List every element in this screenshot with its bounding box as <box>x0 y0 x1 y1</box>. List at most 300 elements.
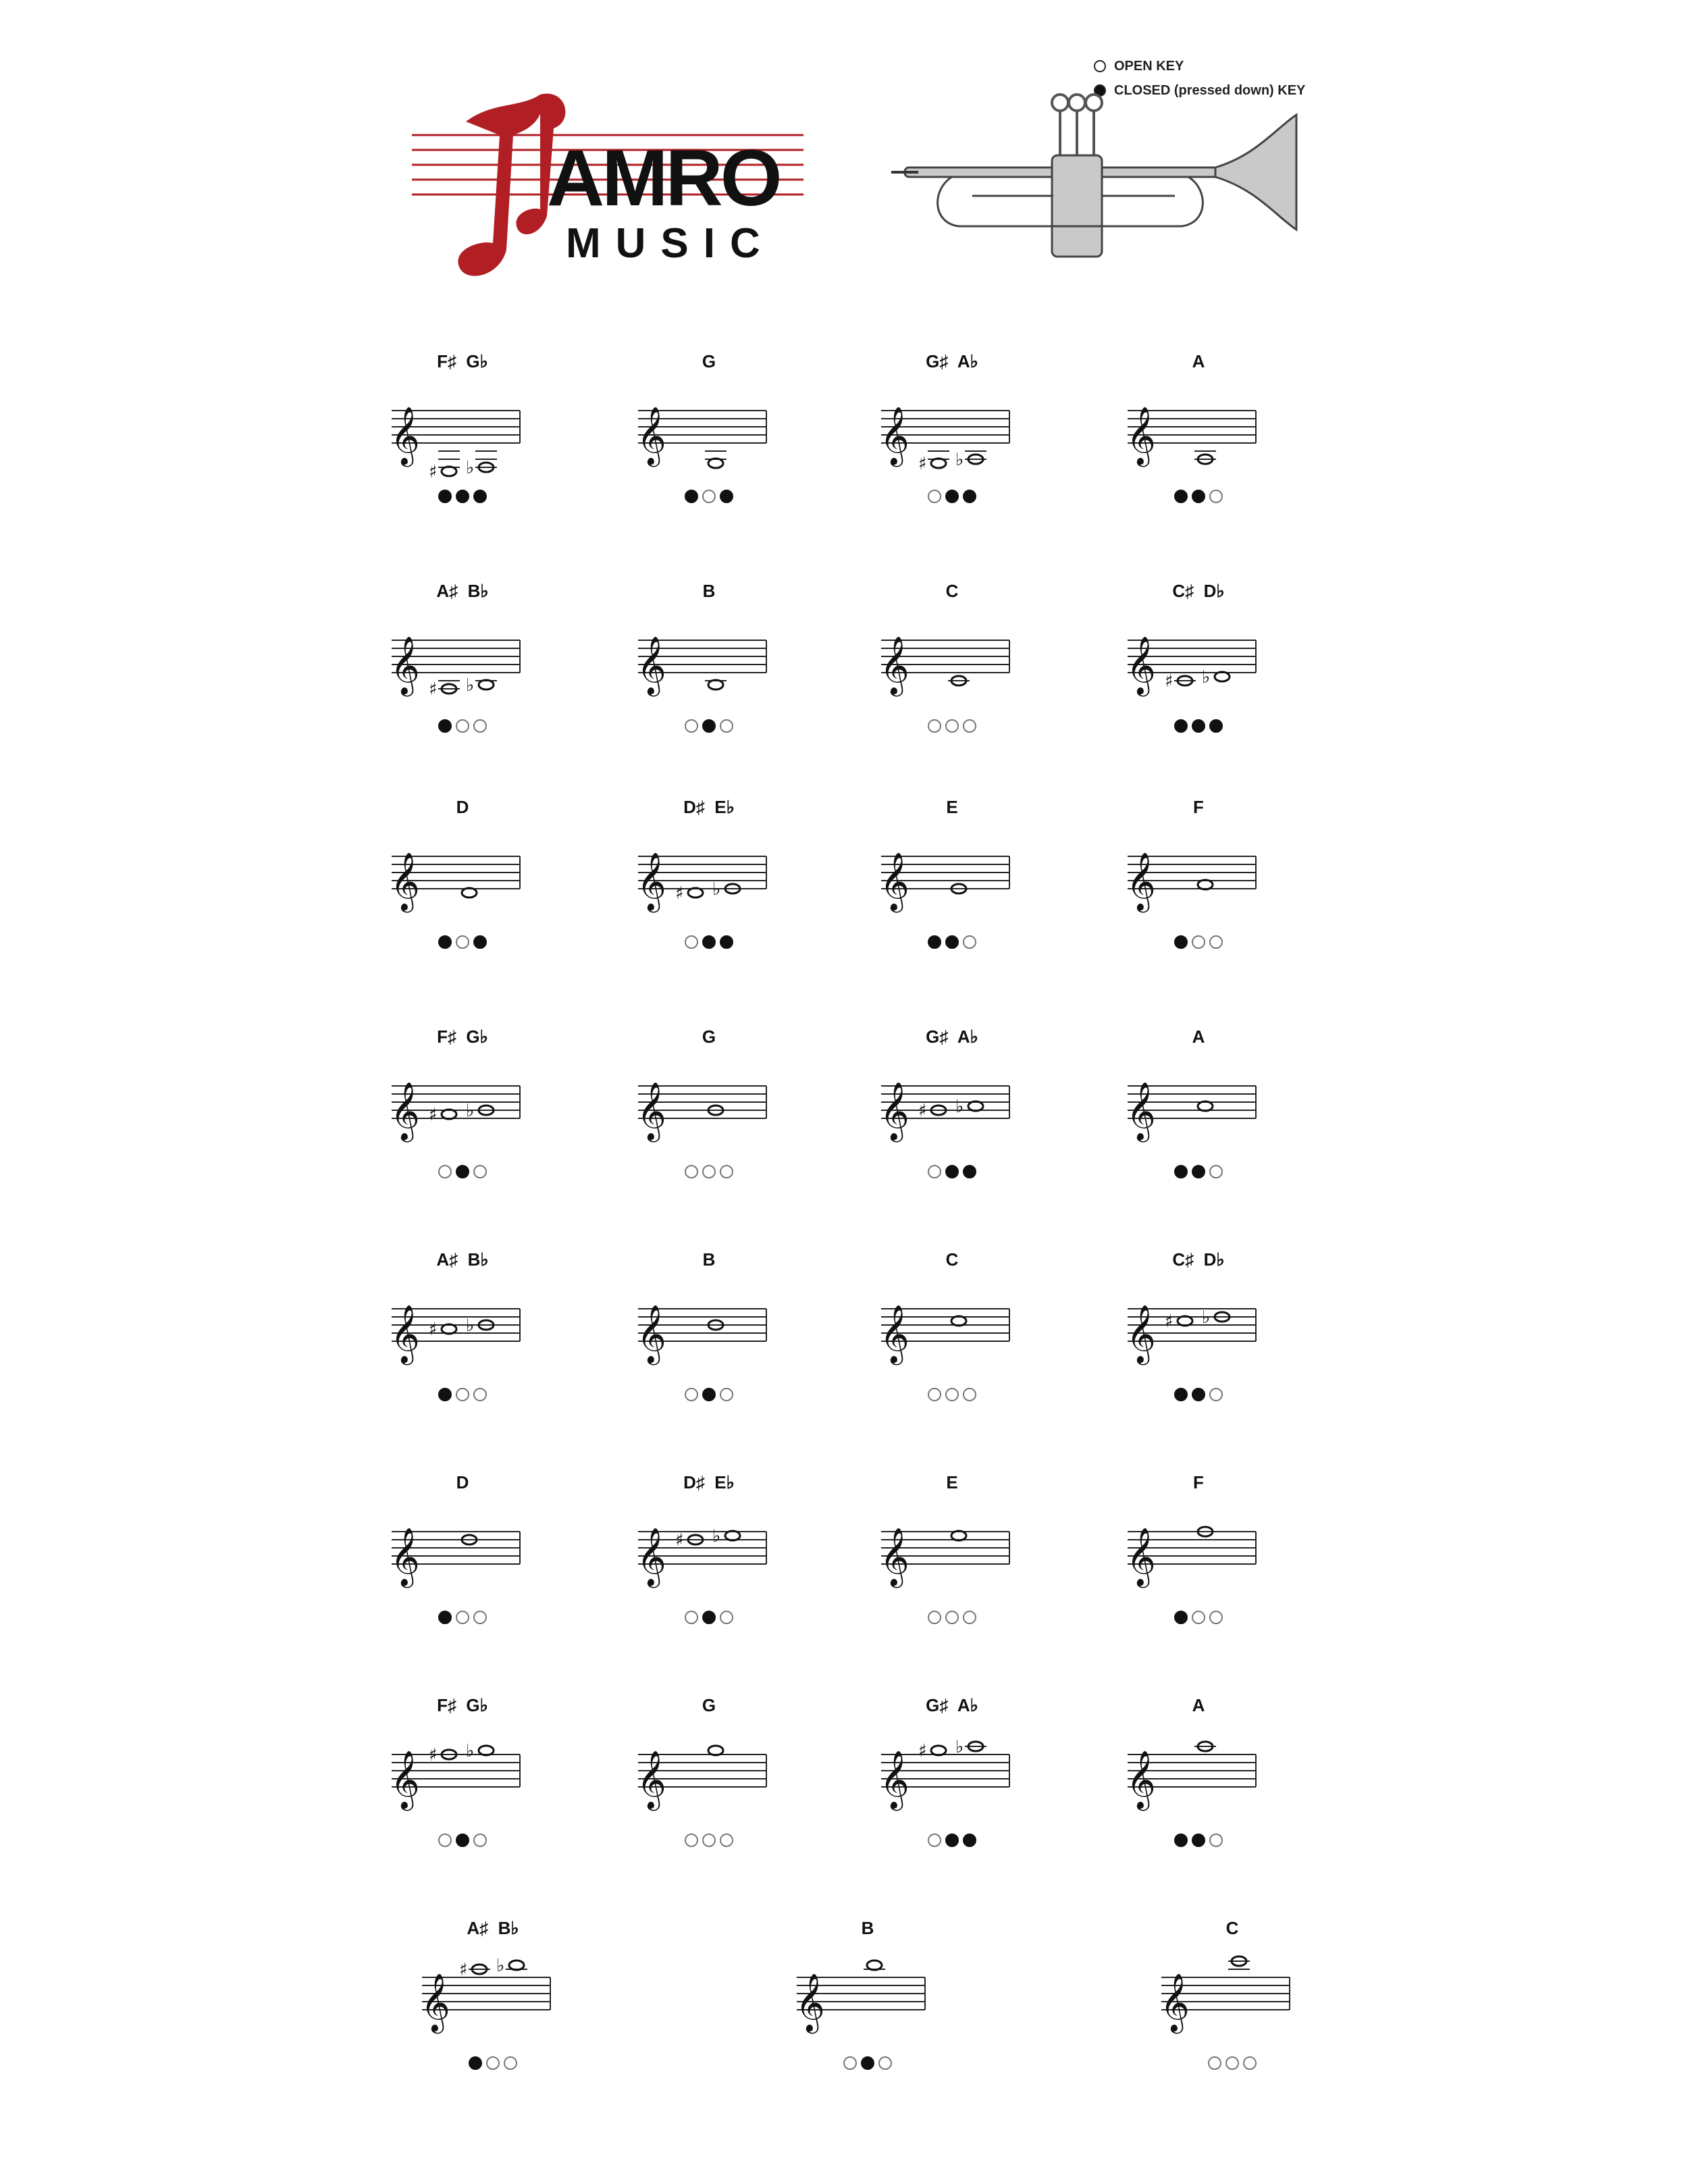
note-label: F♯ G♭ <box>437 351 488 371</box>
logo-wordmark: AMRO <box>547 134 780 223</box>
open-valve-icon <box>928 1388 941 1401</box>
note-label: C♯ D♭ <box>1172 1249 1225 1270</box>
open-valve-icon <box>702 490 716 503</box>
closed-valve-icon <box>720 490 733 503</box>
legend-closed-label: CLOSED (pressed down) KEY <box>1114 82 1306 98</box>
staff <box>874 377 1030 485</box>
closed-valve-icon <box>473 935 487 949</box>
treble-clef-icon: 𝄞 <box>637 852 666 910</box>
closed-valve-icon <box>438 719 452 733</box>
closed-valve-icon <box>945 935 959 949</box>
valve-fingering <box>1121 719 1276 733</box>
whole-note-icon <box>1215 672 1230 681</box>
closed-valve-icon <box>963 1165 976 1178</box>
valve-fingering <box>385 490 540 503</box>
sharp-icon: ♯ <box>1165 671 1173 692</box>
note-cell <box>1121 1472 1323 1648</box>
closed-valve-icon <box>1174 935 1188 949</box>
staff <box>874 823 1030 931</box>
open-valve-icon <box>1225 2056 1239 2070</box>
staff <box>874 1721 1030 1829</box>
treble-clef-icon: 𝄞 <box>795 1973 825 2031</box>
treble-clef-icon: 𝄞 <box>1126 407 1156 465</box>
treble-clef-icon: 𝄞 <box>637 1750 666 1809</box>
closed-valve-icon <box>1174 1388 1188 1401</box>
staff <box>385 1275 540 1383</box>
note-label: B <box>702 581 716 601</box>
whole-note-icon <box>479 1746 494 1755</box>
treble-clef-icon: 𝄞 <box>390 1082 420 1140</box>
sharp-icon: ♯ <box>429 1105 438 1125</box>
note-cell <box>385 1249 587 1425</box>
closed-valve-icon <box>438 490 452 503</box>
treble-clef-icon: 𝄞 <box>1126 636 1156 694</box>
staff <box>1121 606 1276 714</box>
flat-icon: ♭ <box>466 675 475 696</box>
open-valve-icon <box>963 935 976 949</box>
whole-note-icon <box>688 888 703 898</box>
treble-clef-icon: 𝄞 <box>1126 1528 1156 1586</box>
staff <box>385 1721 540 1829</box>
valve-fingering <box>415 2056 571 2070</box>
note-cell <box>790 1918 993 2094</box>
closed-valve-icon <box>1192 1834 1205 1847</box>
note-cell <box>874 1695 1077 1871</box>
treble-clef-icon: 𝄞 <box>880 1528 909 1586</box>
open-valve-icon <box>1209 1388 1223 1401</box>
open-valve-icon <box>1209 1611 1223 1624</box>
flat-icon: ♭ <box>712 1526 721 1546</box>
note-cell <box>385 351 587 527</box>
note-label: G♯ A♭ <box>926 351 978 371</box>
open-valve-icon <box>720 1165 733 1178</box>
open-valve-icon <box>1192 935 1205 949</box>
valve-fingering <box>1121 490 1276 503</box>
staff <box>385 823 540 931</box>
open-valve-icon <box>702 1834 716 1847</box>
sharp-icon: ♯ <box>918 1741 927 1761</box>
treble-clef-icon: 𝄞 <box>1126 1750 1156 1809</box>
valve-fingering <box>874 1611 1030 1624</box>
open-valve-icon <box>456 1388 469 1401</box>
treble-clef-icon: 𝄞 <box>637 636 666 694</box>
treble-clef-icon: 𝄞 <box>637 1528 666 1586</box>
staff <box>385 606 540 714</box>
closed-valve-icon <box>1192 719 1205 733</box>
note-cell <box>874 1472 1077 1648</box>
closed-valve-icon <box>963 490 976 503</box>
open-valve-icon <box>720 1388 733 1401</box>
open-valve-icon <box>720 1611 733 1624</box>
staff <box>1121 823 1276 931</box>
note-label: G <box>702 1026 716 1047</box>
note-cell <box>631 1249 834 1425</box>
sharp-icon: ♯ <box>429 1745 438 1765</box>
staff <box>1155 1944 1310 2052</box>
open-valve-icon <box>1209 935 1223 949</box>
note-cell <box>631 1472 834 1648</box>
staff <box>631 1721 787 1829</box>
flat-icon: ♭ <box>955 1097 964 1117</box>
whole-note-icon <box>442 1324 456 1334</box>
open-valve-icon <box>473 1165 487 1178</box>
closed-valve-icon <box>702 1611 716 1624</box>
note-cell <box>631 797 834 972</box>
valve-fingering <box>385 719 540 733</box>
staff <box>1121 1275 1276 1383</box>
staff <box>1121 1498 1276 1606</box>
open-valve-icon <box>685 1611 698 1624</box>
note-label: C♯ D♭ <box>1172 581 1225 601</box>
treble-clef-icon: 𝄞 <box>637 1305 666 1363</box>
open-valve-icon <box>928 490 941 503</box>
valve-fingering <box>631 1834 787 1847</box>
open-valve-icon <box>456 719 469 733</box>
whole-note-icon <box>725 1531 740 1540</box>
treble-clef-icon: 𝄞 <box>390 1528 420 1586</box>
closed-valve-icon <box>702 935 716 949</box>
flat-icon: ♭ <box>466 1741 475 1761</box>
flat-icon: ♭ <box>466 458 475 478</box>
valve-fingering <box>790 2056 945 2070</box>
note-cell <box>385 1695 587 1871</box>
closed-valve-icon <box>1174 1165 1188 1178</box>
note-cell <box>1121 1026 1323 1202</box>
treble-clef-icon: 𝄞 <box>390 1305 420 1363</box>
note-label: C <box>945 1249 959 1270</box>
valve-fingering <box>631 935 787 949</box>
open-valve-icon <box>843 2056 857 2070</box>
whole-note-icon <box>951 1531 966 1540</box>
closed-valve-icon <box>456 1165 469 1178</box>
whole-note-icon <box>708 1746 723 1755</box>
open-valve-icon <box>720 719 733 733</box>
whole-note-icon <box>479 680 494 690</box>
note-cell <box>874 351 1077 527</box>
sharp-icon: ♯ <box>675 1530 684 1551</box>
open-valve-icon <box>963 1611 976 1624</box>
open-valve-icon <box>945 1611 959 1624</box>
sharp-icon: ♯ <box>918 454 927 474</box>
closed-valve-icon <box>438 1388 452 1401</box>
open-valve-icon <box>1208 2056 1221 2070</box>
note-label: A <box>1192 351 1205 371</box>
valve-fingering <box>874 1834 1030 1847</box>
note-label: C <box>945 581 959 601</box>
open-valve-icon <box>928 1611 941 1624</box>
note-label: F <box>1193 797 1204 817</box>
treble-clef-icon: 𝄞 <box>390 852 420 910</box>
note-label: F♯ G♭ <box>437 1026 488 1047</box>
note-label: G <box>702 351 716 371</box>
note-cell <box>1121 1695 1323 1871</box>
valve-fingering <box>631 1611 787 1624</box>
note-cell <box>385 1472 587 1648</box>
open-valve-icon <box>438 1165 452 1178</box>
treble-clef-icon: 𝄞 <box>1126 1305 1156 1363</box>
closed-valve-icon <box>438 1611 452 1624</box>
valve-fingering <box>874 1165 1030 1178</box>
whole-note-icon <box>462 888 477 898</box>
valve-fingering <box>874 719 1030 733</box>
closed-valve-icon <box>861 2056 874 2070</box>
staff <box>631 377 787 485</box>
note-label: B <box>861 1918 874 1938</box>
closed-valve-icon <box>685 490 698 503</box>
closed-valve-icon <box>720 935 733 949</box>
staff <box>385 1052 540 1160</box>
closed-valve-icon <box>1209 719 1223 733</box>
treble-clef-icon: 𝄞 <box>421 1973 450 2031</box>
open-valve-icon <box>685 1834 698 1847</box>
valve-fingering <box>385 1834 540 1847</box>
closed-valve-icon <box>963 1834 976 1847</box>
note-label: B <box>702 1249 716 1270</box>
open-valve-icon <box>685 1388 698 1401</box>
sharp-icon: ♯ <box>429 1320 438 1340</box>
note-label: D <box>456 797 469 817</box>
closed-valve-icon <box>1192 490 1205 503</box>
closed-valve-icon <box>456 490 469 503</box>
valve-fingering <box>631 719 787 733</box>
note-cell <box>1121 581 1323 756</box>
open-valve-icon <box>685 935 698 949</box>
open-valve-icon <box>456 935 469 949</box>
flat-icon: ♭ <box>1202 667 1211 687</box>
closed-valve-icon <box>1174 1834 1188 1847</box>
staff <box>874 1275 1030 1383</box>
flat-icon: ♭ <box>955 450 964 470</box>
legend-open-label: OPEN KEY <box>1114 58 1184 74</box>
staff <box>385 377 540 485</box>
valve-fingering <box>1121 935 1276 949</box>
staff <box>874 606 1030 714</box>
note-label: D <box>456 1472 469 1492</box>
sharp-icon: ♯ <box>675 883 684 904</box>
note-cell <box>631 351 834 527</box>
note-cell <box>1121 797 1323 972</box>
closed-valve-icon <box>456 1834 469 1847</box>
flat-icon: ♭ <box>466 1316 475 1336</box>
valve-fingering <box>1155 2056 1310 2070</box>
open-valve-icon <box>878 2056 892 2070</box>
open-valve-icon <box>702 1165 716 1178</box>
valve-fingering <box>385 1611 540 1624</box>
note-label: E <box>946 797 958 817</box>
closed-valve-icon <box>473 490 487 503</box>
closed-valve-icon <box>945 1834 959 1847</box>
open-valve-icon <box>963 719 976 733</box>
valve-fingering <box>1121 1388 1276 1401</box>
whole-note-icon <box>442 467 456 476</box>
note-label: E <box>946 1472 958 1492</box>
open-valve-icon <box>473 719 487 733</box>
valve-fingering <box>631 490 787 503</box>
open-valve-icon <box>1209 1834 1223 1847</box>
valve-fingering <box>385 1165 540 1178</box>
closed-valve-icon <box>1174 490 1188 503</box>
whole-note-icon <box>708 680 723 690</box>
treble-clef-icon: 𝄞 <box>880 1750 909 1809</box>
note-cell <box>1121 351 1323 527</box>
flat-icon: ♭ <box>955 1737 964 1757</box>
closed-valve-icon <box>438 935 452 949</box>
note-label: A♯ B♭ <box>436 1249 489 1270</box>
note-cell <box>874 1249 1077 1425</box>
staff <box>790 1944 945 2052</box>
note-label: D♯ E♭ <box>683 1472 735 1492</box>
open-valve-icon <box>945 719 959 733</box>
treble-clef-icon: 𝄞 <box>880 636 909 694</box>
note-cell <box>385 797 587 972</box>
note-label: F♯ G♭ <box>437 1695 488 1715</box>
staff <box>631 1275 787 1383</box>
whole-note-icon <box>442 1110 456 1119</box>
closed-valve-icon <box>702 719 716 733</box>
open-valve-icon <box>928 1834 941 1847</box>
closed-valve-icon <box>702 1388 716 1401</box>
note-label: F <box>1193 1472 1204 1492</box>
closed-valve-icon <box>1174 719 1188 733</box>
note-label: G <box>702 1695 716 1715</box>
closed-valve-icon <box>469 2056 482 2070</box>
closed-valve-icon <box>1192 1388 1205 1401</box>
treble-clef-icon: 𝄞 <box>1160 1973 1190 2031</box>
note-label: G♯ A♭ <box>926 1026 978 1047</box>
whole-note-icon <box>1178 1316 1192 1326</box>
valve-fingering <box>1121 1834 1276 1847</box>
valve-fingering <box>631 1165 787 1178</box>
treble-clef-icon: 𝄞 <box>390 636 420 694</box>
open-valve-icon <box>456 1611 469 1624</box>
note-cell <box>385 1026 587 1202</box>
open-valve-icon <box>1209 1165 1223 1178</box>
open-valve-icon <box>945 1388 959 1401</box>
note-label: A♯ B♭ <box>436 581 489 601</box>
treble-clef-icon: 𝄞 <box>390 1750 420 1809</box>
open-valve-icon <box>1209 490 1223 503</box>
note-cell <box>874 1026 1077 1202</box>
treble-clef-icon: 𝄞 <box>880 407 909 465</box>
sharp-icon: ♯ <box>429 679 438 700</box>
note-label: C <box>1225 1918 1239 1938</box>
open-valve-icon <box>486 2056 500 2070</box>
treble-clef-icon: 𝄞 <box>880 1082 909 1140</box>
staff <box>631 823 787 931</box>
flat-icon: ♭ <box>1202 1307 1211 1328</box>
valve-fingering <box>385 935 540 949</box>
treble-clef-icon: 𝄞 <box>880 1305 909 1363</box>
open-valve-icon <box>438 1834 452 1847</box>
whole-note-icon <box>1198 1101 1213 1111</box>
flat-icon: ♭ <box>712 879 721 900</box>
closed-valve-icon <box>945 490 959 503</box>
note-cell <box>631 1026 834 1202</box>
staff <box>385 1498 540 1606</box>
open-valve-icon <box>685 1165 698 1178</box>
note-cell <box>1121 1249 1323 1425</box>
open-valve-icon <box>928 1165 941 1178</box>
closed-valve-icon <box>1192 1165 1205 1178</box>
open-valve-icon <box>473 1834 487 1847</box>
sharp-icon: ♯ <box>1165 1311 1173 1332</box>
whole-note-icon <box>968 1101 983 1111</box>
note-cell <box>631 581 834 756</box>
valve-fingering <box>874 935 1030 949</box>
whole-note-icon <box>931 459 946 468</box>
note-cell <box>385 581 587 756</box>
open-valve-icon <box>963 1388 976 1401</box>
treble-clef-icon: 𝄞 <box>637 1082 666 1140</box>
valve-fingering <box>1121 1611 1276 1624</box>
treble-clef-icon: 𝄞 <box>390 407 420 465</box>
staff <box>631 606 787 714</box>
whole-note-icon <box>1198 880 1213 889</box>
valve-fingering <box>385 1388 540 1401</box>
closed-valve-icon <box>1174 1611 1188 1624</box>
open-valve-icon <box>473 1611 487 1624</box>
whole-note-icon <box>931 1746 946 1755</box>
open-valve-icon <box>1243 2056 1257 2070</box>
note-label: D♯ E♭ <box>683 797 735 817</box>
open-valve-icon <box>504 2056 517 2070</box>
staff <box>631 1498 787 1606</box>
open-valve-icon <box>1192 1611 1205 1624</box>
staff <box>631 1052 787 1160</box>
sharp-icon: ♯ <box>918 1101 927 1121</box>
staff <box>1121 1052 1276 1160</box>
note-cell <box>631 1695 834 1871</box>
treble-clef-icon: 𝄞 <box>637 407 666 465</box>
valve-fingering <box>874 490 1030 503</box>
valve-fingering <box>1121 1165 1276 1178</box>
open-valve-icon <box>928 719 941 733</box>
whole-note-icon <box>867 1960 882 1970</box>
note-cell <box>874 797 1077 972</box>
treble-clef-icon: 𝄞 <box>880 852 909 910</box>
treble-clef-icon: 𝄞 <box>1126 852 1156 910</box>
sharp-icon: ♯ <box>429 462 438 482</box>
staff <box>1121 1721 1276 1829</box>
note-label: G♯ A♭ <box>926 1695 978 1715</box>
flat-icon: ♭ <box>466 1101 475 1121</box>
note-cell <box>1155 1918 1357 2094</box>
staff <box>415 1944 571 2052</box>
flat-icon: ♭ <box>496 1956 505 1976</box>
open-valve-icon <box>685 719 698 733</box>
logo-subtitle: MUSIC <box>566 220 775 267</box>
valve-fingering <box>874 1388 1030 1401</box>
closed-valve-icon <box>945 1165 959 1178</box>
sharp-icon: ♯ <box>459 1960 468 1980</box>
treble-clef-icon: 𝄞 <box>1126 1082 1156 1140</box>
note-cell <box>874 581 1077 756</box>
open-valve-icon <box>473 1388 487 1401</box>
staff <box>874 1498 1030 1606</box>
closed-valve-icon <box>928 935 941 949</box>
valve-fingering <box>631 1388 787 1401</box>
staff <box>874 1052 1030 1160</box>
whole-note-icon <box>509 1960 524 1970</box>
whole-note-icon <box>708 459 723 468</box>
note-cell <box>415 1918 618 2094</box>
note-label: A♯ B♭ <box>467 1918 519 1938</box>
note-label: A <box>1192 1026 1205 1047</box>
staff <box>1121 377 1276 485</box>
whole-note-icon <box>951 1316 966 1326</box>
note-label: A <box>1192 1695 1205 1715</box>
open-valve-icon <box>720 1834 733 1847</box>
